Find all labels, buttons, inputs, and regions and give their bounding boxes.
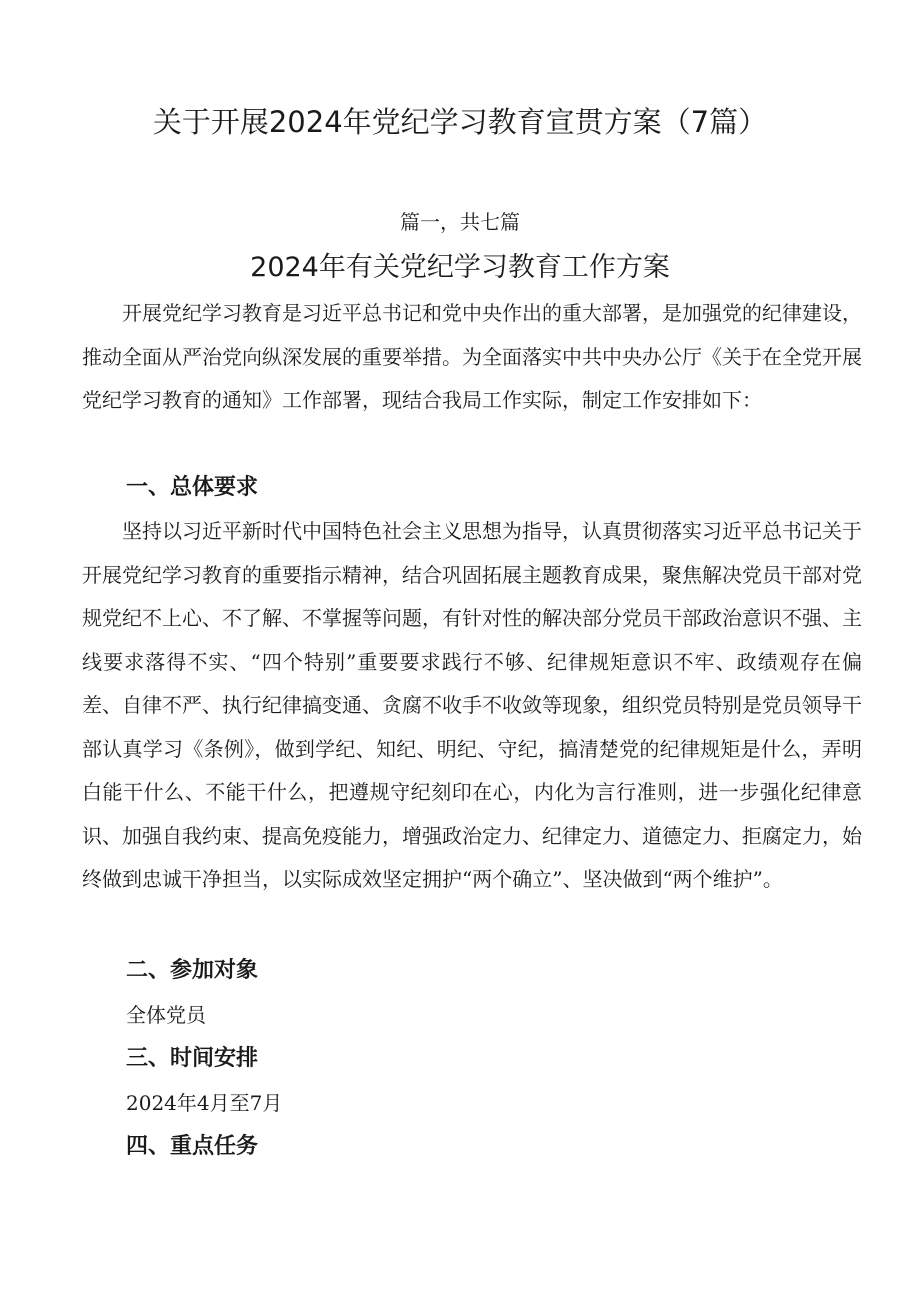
document-title: 关于开展2024年党纪学习教育宣贯方案（7篇）: [152, 105, 768, 139]
section-heading-schedule: 三、时间安排: [126, 1046, 259, 1071]
section-text-participants: 全体党员: [126, 1003, 206, 1027]
part-title: 2024年有关党纪学习教育工作方案: [250, 252, 670, 283]
section-heading-key-tasks: 四、重点任务: [126, 1134, 259, 1159]
section-text-schedule: 2024年4月至7月: [126, 1091, 283, 1115]
section-heading-participants: 二、参加对象: [126, 958, 259, 983]
part-label: 篇一，共七篇: [400, 210, 520, 234]
intro-paragraph: 开展党纪学习教育是习近平总书记和党中央作出的重大部署，是加强党的纪律建设，推动全面从严治党向纵深发展的重要举措。为全面落实中共中央办公厅《关于在全党开展党纪学习教育的通知》工作部署，现结合我局工作实际，制定工作安排如下：: [82, 301, 862, 412]
section-text-overall-requirements: 坚持以习近平新时代中国特色社会主义思想为指导，认真贯彻落实习近平总书记关于开展党纪学习教育的重要指示精神，结合巩固拓展主题教育成果，聚焦解决党员干部对党规党纪不上心、不了解、不掌握等问题，有针对性的解决部分党员干部政治意识不强、主线要求落得不实、“四个特别”重要要求践行不够、纪律规矩意识不牢、政绩观存在偏差、自律不严、执行纪律搞变通、贪腐不收手不收敛等现象，组织党员特别是党员领导干部认真学习《条例》，做到学纪、知纪、明纪、守纪，搞清楚党的纪律规矩是什么，弄明白能干什么、不能干什么，把遵规守纪刻印在心，内化为言行准则，进一步强化纪律意识、加强自我约束、提高免疫能力，增强政治定力、纪律定力、道德定力、拒腐定力，始终做到忠诚干净担当，以实际成效坚定拥护“两个确立”、坚决做到“两个维护”。: [82, 519, 862, 891]
section-heading-overall-requirements: 一、总体要求: [126, 475, 259, 500]
